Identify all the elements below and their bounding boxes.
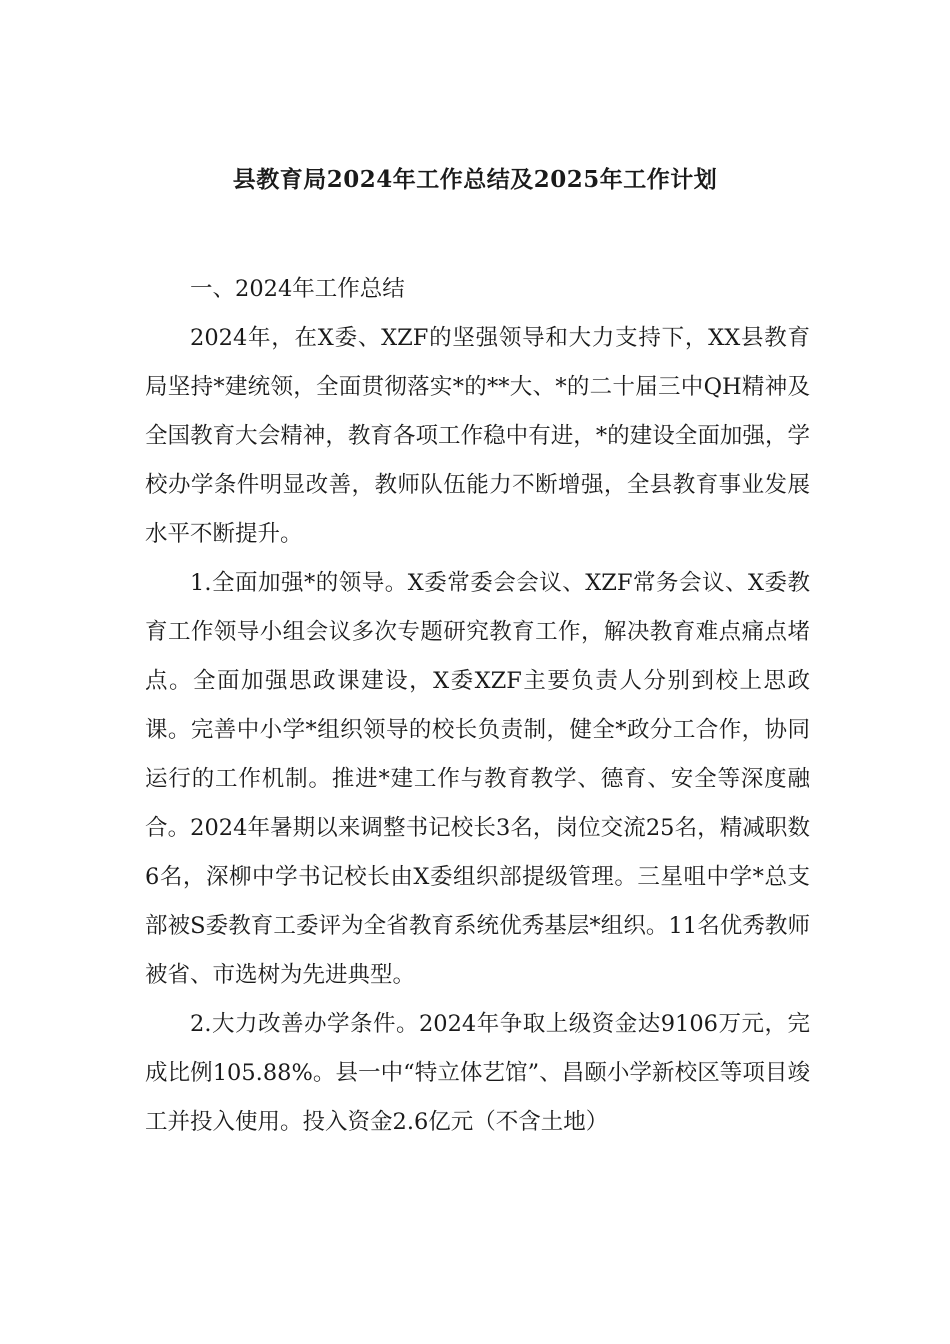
section-heading: 一、2024年工作总结 <box>190 276 405 302</box>
paragraph-1: 1.全面加强*的领导。X委常委会会议、XZF常务会议、X委教育工作领导小组会议多次专题研究教育工作，解决教育难点痛点堵点。全面加强思政课建设，X委XZF主要负责人分别到校上思政课。完善中小学*组织领导的校长负责制，健全*政分工合作，协同运行的工作机制。推进*建工作与教育教学、德育、安全等深度融合。2024年暑期以来调整书记校长3名，岗位交流25名，精减职数6名，深柳中学书记校长由X委组织部提级管理。三星咀中学*总支部被S委教育工委评为全省教育系统优秀基层*组织。11名优秀教师被省、市选树为先进典型。 <box>145 570 810 988</box>
document-body <box>145 265 810 1147</box>
paragraph-2: 2.大力改善办学条件。2024年争取上级资金达9106万元，完成比例105.88%。县一中“特立体艺馆”、昌颐小学新校区等项目竣工并投入使用。投入资金2.6亿元（不含土地） <box>145 1011 810 1135</box>
intro-paragraph: 2024年，在X委、XZF的坚强领导和大力支持下，XX县教育局坚持*建统领，全面贯彻落实*的**大、*的二十届三中QH精神及全国教育大会精神，教育各项工作稳中有进，*的建设全面加强，学校办学条件明显改善，教师队伍能力不断增强，全县教育事业发展水平不断提升。 <box>145 325 810 547</box>
document-title: 县教育局2024年工作总结及2025年工作计划 <box>232 166 718 193</box>
